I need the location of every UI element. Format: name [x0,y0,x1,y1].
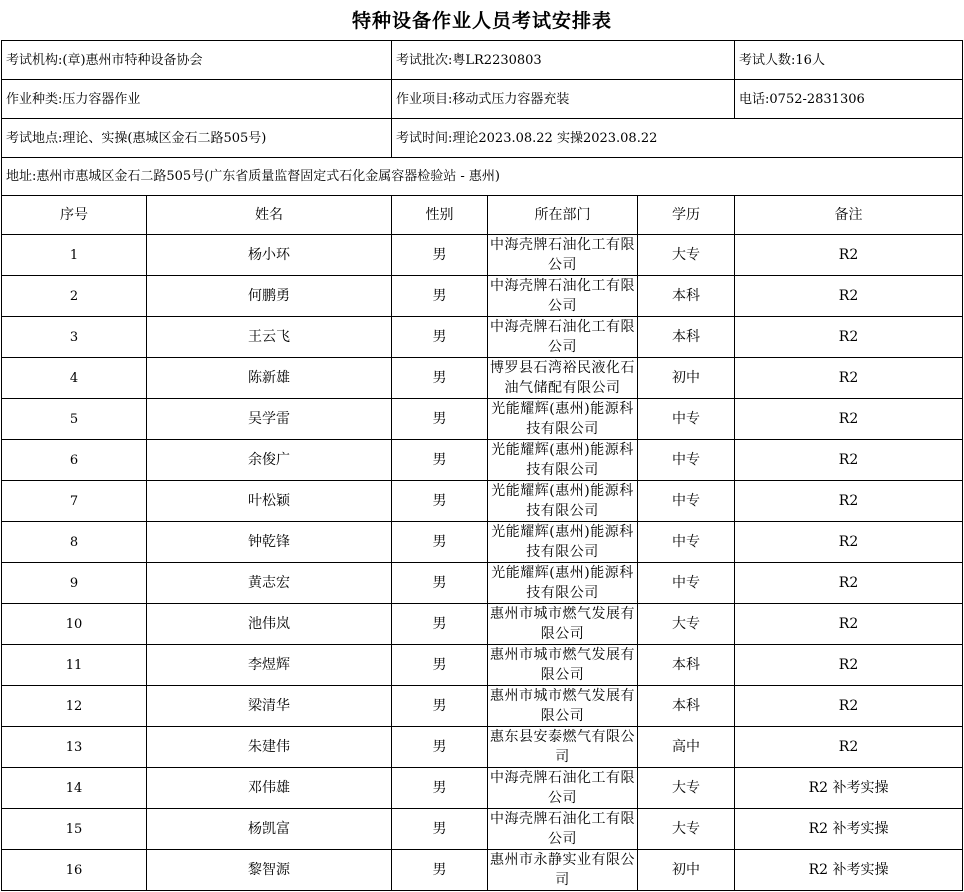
cell-name: 陈新雄 [147,358,392,399]
cell-edu: 初中 [638,850,735,891]
cell-dept: 中海壳牌石油化工有限公司 [488,235,638,276]
exam-location: 考试地点:理论、实操(惠城区金石二路505号) [2,119,392,158]
cell-note: R2 [735,481,963,522]
info-row-1 [2,41,963,80]
cell-seq: 4 [2,358,147,399]
cell-edu: 中专 [638,522,735,563]
table-row [2,809,963,850]
cell-gender: 男 [392,809,488,850]
info-row-2 [2,80,963,119]
cell-seq: 3 [2,317,147,358]
cell-dept: 惠州市城市燃气发展有限公司 [488,604,638,645]
cell-dept: 惠东县安泰燃气有限公司 [488,727,638,768]
cell-dept: 惠州市城市燃气发展有限公司 [488,686,638,727]
cell-gender: 男 [392,686,488,727]
table-row [2,686,963,727]
cell-seq: 13 [2,727,147,768]
table-row [2,522,963,563]
cell-note: R2 [735,276,963,317]
cell-seq: 8 [2,522,147,563]
cell-name: 杨小环 [147,235,392,276]
cell-name: 吴学雷 [147,399,392,440]
cell-gender: 男 [392,768,488,809]
cell-note: R2 [735,317,963,358]
table-row [2,235,963,276]
table-row [2,440,963,481]
header-seq: 序号 [2,196,147,235]
cell-gender: 男 [392,850,488,891]
cell-seq: 9 [2,563,147,604]
cell-note: R2 [735,440,963,481]
cell-dept: 惠州市永静实业有限公司 [488,850,638,891]
header-edu: 学历 [638,196,735,235]
cell-edu: 中专 [638,563,735,604]
cell-edu: 大专 [638,604,735,645]
cell-note: R2 [735,235,963,276]
table-row [2,645,963,686]
cell-note: R2 [735,522,963,563]
cell-edu: 本科 [638,276,735,317]
cell-seq: 16 [2,850,147,891]
exam-count: 考试人数:16人 [735,41,963,80]
cell-gender: 男 [392,276,488,317]
info-row-4 [2,158,963,196]
cell-dept: 光能耀辉(惠州)能源科技有限公司 [488,399,638,440]
cell-seq: 11 [2,645,147,686]
cell-note: R2 [735,645,963,686]
exam-schedule-table [1,40,963,891]
cell-name: 李煜辉 [147,645,392,686]
cell-gender: 男 [392,358,488,399]
table-row [2,481,963,522]
cell-edu: 初中 [638,358,735,399]
work-category: 作业种类:压力容器作业 [2,80,392,119]
cell-seq: 15 [2,809,147,850]
exam-batch: 考试批次:粤LR2230803 [392,41,735,80]
cell-note: R2 [735,604,963,645]
cell-dept: 光能耀辉(惠州)能源科技有限公司 [488,481,638,522]
cell-gender: 男 [392,399,488,440]
cell-name: 黎智源 [147,850,392,891]
cell-note: R2 [735,399,963,440]
page-title: 特种设备作业人员考试安排表 [351,10,612,32]
cell-seq: 6 [2,440,147,481]
cell-seq: 5 [2,399,147,440]
cell-seq: 10 [2,604,147,645]
cell-gender: 男 [392,481,488,522]
cell-name: 何鹏勇 [147,276,392,317]
cell-edu: 大专 [638,768,735,809]
header-gender: 性别 [392,196,488,235]
cell-note: R2 [735,727,963,768]
cell-name: 邓伟雄 [147,768,392,809]
cell-dept: 博罗县石湾裕民液化石油气储配有限公司 [488,358,638,399]
cell-note: R2 [735,563,963,604]
info-row-3 [2,119,963,158]
cell-seq: 2 [2,276,147,317]
header-note: 备注 [735,196,963,235]
cell-gender: 男 [392,317,488,358]
cell-edu: 中专 [638,481,735,522]
table-row [2,727,963,768]
cell-dept: 中海壳牌石油化工有限公司 [488,317,638,358]
cell-gender: 男 [392,522,488,563]
cell-gender: 男 [392,563,488,604]
cell-gender: 男 [392,727,488,768]
cell-seq: 14 [2,768,147,809]
cell-dept: 中海壳牌石油化工有限公司 [488,768,638,809]
table-row [2,358,963,399]
cell-name: 池伟岚 [147,604,392,645]
cell-name: 黄志宏 [147,563,392,604]
cell-edu: 大专 [638,809,735,850]
header-dept: 所在部门 [488,196,638,235]
cell-name: 余俊广 [147,440,392,481]
cell-dept: 光能耀辉(惠州)能源科技有限公司 [488,440,638,481]
cell-name: 钟乾锋 [147,522,392,563]
table-row [2,768,963,809]
cell-edu: 中专 [638,440,735,481]
contact-phone: 电话:0752-2831306 [735,80,963,119]
cell-edu: 高中 [638,727,735,768]
cell-dept: 惠州市城市燃气发展有限公司 [488,645,638,686]
cell-gender: 男 [392,440,488,481]
cell-dept: 中海壳牌石油化工有限公司 [488,809,638,850]
table-row [2,399,963,440]
cell-edu: 本科 [638,317,735,358]
cell-edu: 大专 [638,235,735,276]
cell-name: 叶松颖 [147,481,392,522]
table-row [2,563,963,604]
cell-note: R2 [735,686,963,727]
cell-gender: 男 [392,235,488,276]
exam-address: 地址:惠州市惠城区金石二路505号(广东省质量监督固定式石化金属容器检验站 - 惠州) [2,158,963,196]
cell-note: R2 补考实操 [735,809,963,850]
table-row [2,317,963,358]
work-item: 作业项目:移动式压力容器充装 [392,80,735,119]
table-header-row [2,196,963,235]
table-row [2,276,963,317]
exam-org: 考试机构:(章)惠州市特种设备协会 [2,41,392,80]
cell-edu: 本科 [638,645,735,686]
cell-dept: 光能耀辉(惠州)能源科技有限公司 [488,563,638,604]
table-row [2,604,963,645]
cell-note: R2 补考实操 [735,768,963,809]
table-row [2,850,963,891]
header-name: 姓名 [147,196,392,235]
cell-dept: 光能耀辉(惠州)能源科技有限公司 [488,522,638,563]
cell-name: 朱建伟 [147,727,392,768]
cell-gender: 男 [392,645,488,686]
cell-name: 梁清华 [147,686,392,727]
cell-note: R2 补考实操 [735,850,963,891]
cell-seq: 1 [2,235,147,276]
cell-note: R2 [735,358,963,399]
cell-seq: 12 [2,686,147,727]
cell-name: 杨凯富 [147,809,392,850]
cell-name: 王云飞 [147,317,392,358]
exam-time: 考试时间:理论2023.08.22 实操2023.08.22 [392,119,963,158]
cell-edu: 本科 [638,686,735,727]
cell-dept: 中海壳牌石油化工有限公司 [488,276,638,317]
cell-gender: 男 [392,604,488,645]
cell-edu: 中专 [638,399,735,440]
cell-seq: 7 [2,481,147,522]
